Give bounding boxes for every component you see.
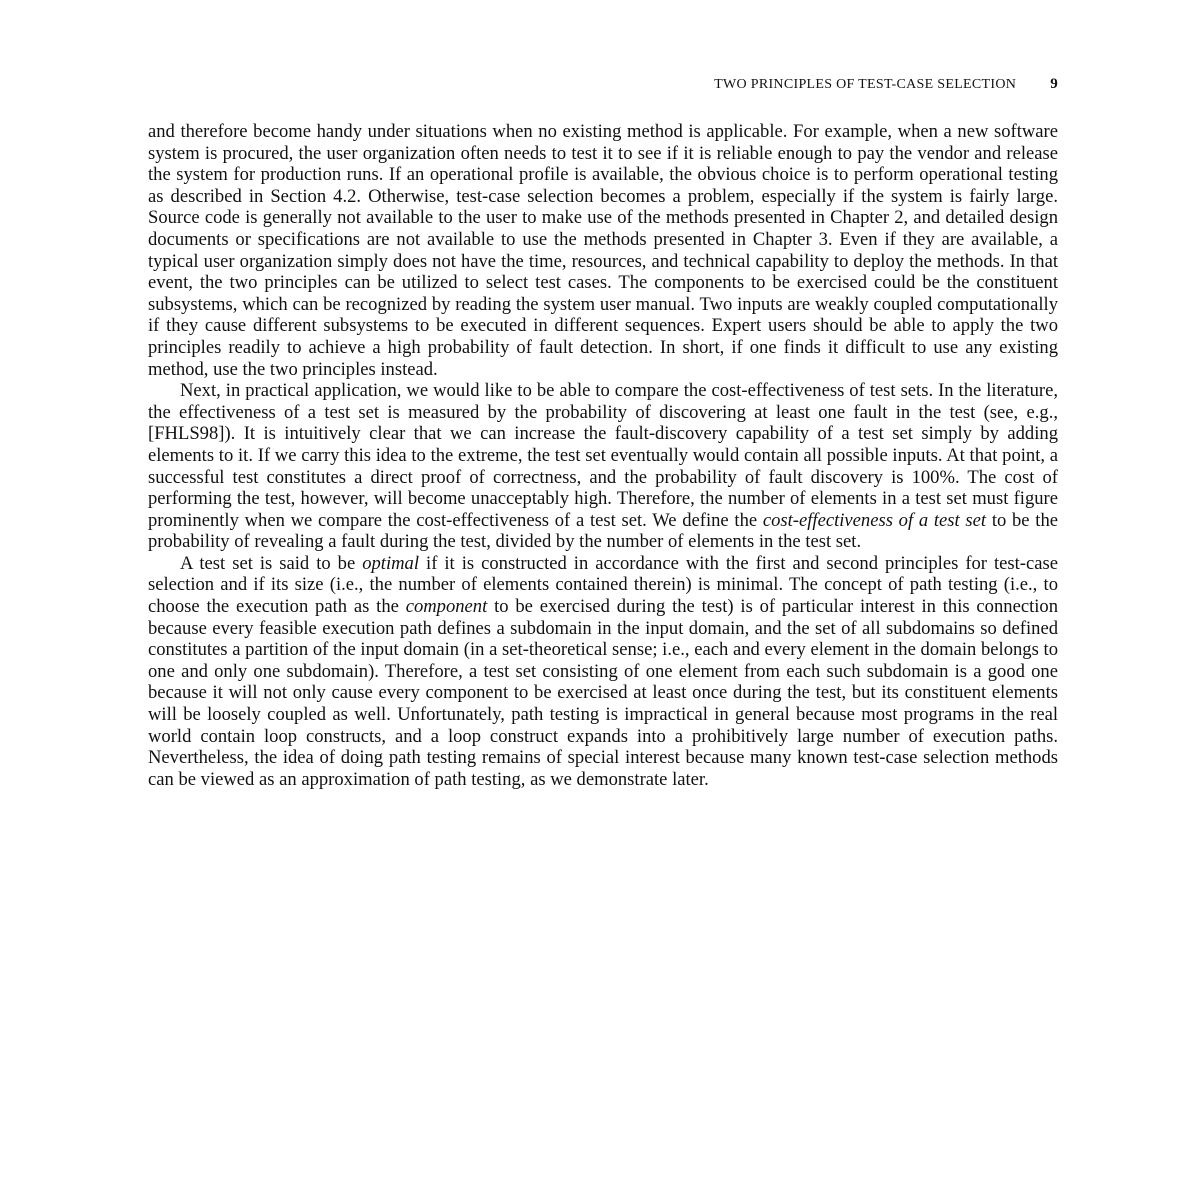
body-text <box>148 121 1058 790</box>
paragraph-3 <box>148 553 1058 791</box>
paragraph-3-text-c: to be exercised during the test) is of particular interest in this connection because every feasible execution path defines a subdomain in the input domain, and the set of all subdomains so defined constitutes a partition of the input domain (in a set-theoretical sense; i.e., each and every element in the domain belongs to one and only one subdomain). Therefore, a test set consisting of one element from each such subdomain is a good one because it will not only cause every component to be exercised at least once during the test, but its constituent elements will be loosely coupled as well. Unfortunately, path testing is impractical in general because most programs in the real world contain loop constructs, and a loop construct expands into a prohibitively large number of execution paths. Nevertheless, the idea of doing path testing remains of special interest because many known test-case selection methods can be viewed as an approximation of path testing, as we demonstrate later. <box>148 596 1059 790</box>
paragraph-2 <box>148 380 1058 553</box>
paragraph-1-text: and therefore become handy under situations when no existing method is applicable. For example, when a new software system is procured, the user organization often needs to test it to see if it is reliable enough to pay the vendor and release the system for production runs. If an operational profile is available, the obvious choice is to perform operational testing as described in Section 4.2. Otherwise, test-case selection becomes a problem, especially if the system is fairly large. Source code is generally not available to the user to make use of the methods presented in Chapter 2, and detailed design documents or specifications are not available to use the methods presented in Chapter 3. Even if they are available, a typical user organization simply does not have the time, resources, and technical capability to deploy the methods. In that event, the two principles can be utilized to select test cases. The components to be exercised could be the constituent subsystems, which can be recognized by reading the system user manual. Two inputs are weakly coupled computationally if they cause different subsystems to be executed in different sequences. Expert users should be able to apply the two principles readily to achieve a high probability of fault detection. In short, if one finds it difficult to use any existing method, use the two principles instead. <box>148 121 1058 380</box>
paragraph-2-text-b: to be the probability of revealing a fault during the test, divided by the number of elements in the test set. <box>148 509 1058 553</box>
term-cost-effectiveness: cost-effectiveness of a test set <box>762 509 987 531</box>
page-number: 9 <box>1050 76 1058 92</box>
paragraph-3-text-a: A test set is said to be <box>180 552 363 574</box>
paragraph-2-text-a: Next, in practical application, we would like to be able to compare the cost-effectiveness of test sets. In the literature, the effectiveness of a test set is measured by the probability of discovering at least one fault in the test (see, e.g., [FHLS98]). It is intuitively clear that we can increase the fault-discovery capability of a test set simply by adding elements to it. If we carry this idea to the extreme, the test set eventually would contain all possible inputs. At that point, a successful test constitutes a direct proof of correctness, and the probability of fault discovery is 100%. The cost of performing the test, however, will become unacceptably high. Therefore, the number of elements in a test set must figure prominently when we compare the cost-effectiveness of a test set. We define the <box>148 380 1058 531</box>
paragraph-1 <box>148 121 1058 380</box>
book-page <box>148 76 1058 790</box>
term-optimal: optimal <box>362 552 420 574</box>
paragraph-3-text-b: if it is constructed in accordance with the first and second principles for test-case selection and if its size (i.e., the number of elements contained therein) is minimal. The concept of path testing (i.e., to choose the execution path as the <box>148 552 1058 618</box>
running-head <box>148 76 1058 98</box>
term-component: component <box>405 596 488 618</box>
running-title: TWO PRINCIPLES OF TEST-CASE SELECTION <box>714 77 1017 92</box>
